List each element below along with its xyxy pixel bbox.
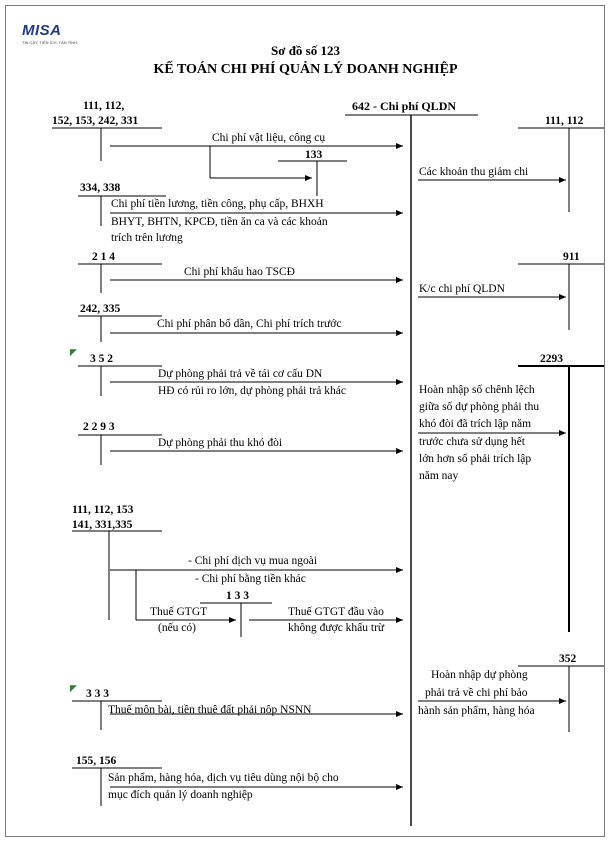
account-352-label: 3 5 2 bbox=[90, 353, 113, 365]
label-internal-line2: mục đích quản lý doanh nghiệp bbox=[108, 789, 253, 801]
diagram-number: Sơ đồ số 123 bbox=[271, 43, 340, 58]
misa-tagline: TIN CẬY, TIỆN ÍCH, TẬN TÌNH bbox=[22, 40, 78, 45]
label-vat-line2: (nếu có) bbox=[158, 622, 196, 634]
label-salary-line3: trích trên lương bbox=[111, 232, 183, 244]
label-vat-line1: Thuế GTGT bbox=[150, 606, 208, 618]
account-111c-line1: 111, 112, 153 bbox=[72, 504, 134, 516]
account-111-line2: 152, 153, 242, 331 bbox=[52, 115, 139, 127]
misa-logo: MISA bbox=[22, 22, 62, 39]
diagram-title: KẾ TOÁN CHI PHÍ QUẢN LÝ DOANH NGHIỆP bbox=[153, 62, 458, 77]
account-111c-line2: 141, 331,335 bbox=[72, 519, 133, 531]
label-provision-line1: Dự phòng phải trả về tái cơ cấu DN bbox=[158, 368, 323, 380]
label-bad-debt: Dự phòng phải thu khó đòi bbox=[158, 437, 283, 449]
account-333-label: 3 3 3 bbox=[86, 688, 109, 700]
account-242-label: 242, 335 bbox=[80, 303, 121, 315]
label-provision-line2: HĐ có rủi ro lớn, dự phòng phải trả khác bbox=[158, 385, 346, 397]
label-salary-line2: BHYT, BHTN, KPCĐ, tiền ăn ca và các khoản bbox=[111, 216, 328, 228]
account-133b-label: 1 3 3 bbox=[226, 590, 249, 602]
account-911-label: 911 bbox=[563, 251, 580, 263]
account-214-label: 2 1 4 bbox=[92, 251, 115, 263]
label-reversal-2293-line5: lớn hơn số phải trích lập bbox=[419, 453, 532, 465]
label-taxes: Thuế môn bài, tiền thuê đất phải nộp NSNN bbox=[108, 704, 312, 716]
label-reversal-2293-line2: giữa số dự phòng phải thu bbox=[419, 401, 540, 413]
label-vat-input-line2: không được khấu trừ bbox=[288, 622, 385, 634]
label-reversal-352-line3: hành sản phẩm, hàng hóa bbox=[418, 705, 535, 717]
account-r352-label: 352 bbox=[559, 653, 577, 665]
label-reversal-352-line1: Hoàn nhập dự phòng bbox=[431, 669, 528, 681]
label-vat-input-line1: Thuế GTGT đầu vào bbox=[288, 606, 384, 618]
label-salary-line1: Chi phí tiền lương, tiền công, phụ cấp, BHXH bbox=[111, 198, 324, 210]
label-reversal-2293-line3: khó đòi đã trích lập năm bbox=[419, 418, 532, 430]
account-334-label: 334, 338 bbox=[80, 182, 121, 194]
account-r111-label: 111, 112 bbox=[545, 115, 584, 127]
label-reversal-2293-line1: Hoàn nhập số chênh lệch bbox=[419, 384, 535, 396]
label-depreciation: Chi phí khấu hao TSCĐ bbox=[184, 266, 295, 278]
label-reversal-352-line2: phải trả về chi phí bảo bbox=[425, 687, 528, 699]
account-155-label: 155, 156 bbox=[76, 755, 117, 767]
account-2293-label: 2 2 9 3 bbox=[83, 421, 115, 433]
label-transfer-911: K/c chi phí QLDN bbox=[419, 283, 505, 295]
label-other-cash: - Chi phí bằng tiền khác bbox=[195, 573, 306, 585]
label-internal-line1: Sản phẩm, hàng hóa, dịch vụ tiêu dùng nội bộ cho bbox=[108, 772, 339, 784]
label-outsourced: - Chi phí dịch vụ mua ngoài bbox=[188, 555, 318, 567]
account-642-label: 642 - Chi phí QLDN bbox=[352, 99, 457, 113]
label-reversal-2293-line4: trước chưa sử dụng hết bbox=[419, 436, 525, 448]
cell-marker-icon: ◤ bbox=[70, 347, 77, 357]
cell-marker-icon: ◤ bbox=[70, 683, 77, 693]
account-111-line1: 111, 112, bbox=[83, 100, 125, 112]
label-reduce-costs: Các khoản thu giảm chi bbox=[419, 166, 529, 178]
account-133-label: 133 bbox=[305, 149, 323, 161]
label-allocation: Chi phí phân bổ dần, Chi phí trích trước bbox=[157, 318, 342, 330]
label-materials: Chi phí vật liệu, công cụ bbox=[212, 132, 326, 144]
label-reversal-2293-line6: năm nay bbox=[419, 470, 459, 482]
account-r2293-label: 2293 bbox=[540, 353, 563, 365]
